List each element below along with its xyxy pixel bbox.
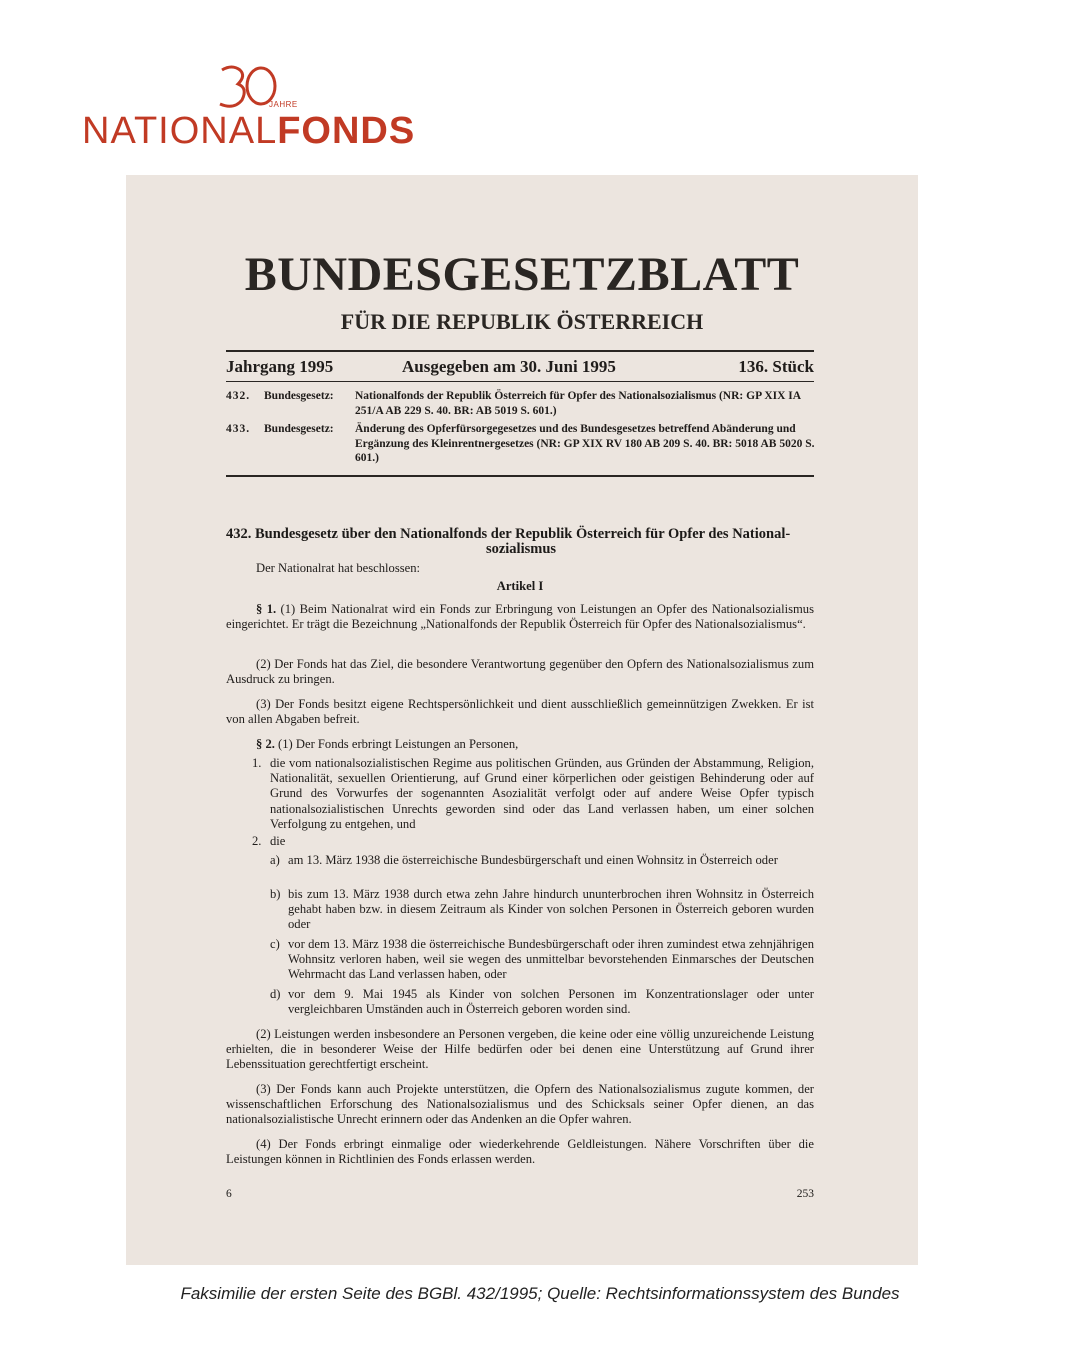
sub-item-d: vor dem 9. Mai 1945 als Kinder von solchen Personen im Konzentrationslager oder unter vergleichbaren Umständen auch in Österreich geboren worden sind. — [288, 987, 814, 1017]
masthead-subtitle: FÜR DIE REPUBLIK ÖSTERREICH — [340, 309, 704, 334]
toc-kind: Bundesgesetz: — [264, 390, 334, 402]
section-mark: § 1. — [256, 602, 277, 616]
sub-label: d) — [270, 987, 281, 1001]
sub-item-b: bis zum 13. März 1938 durch etwa zehn Jahre hindurch ununterbrochen ihren Wohnsitz in Österreich gehabt haben bzw. in diesem Zeitraum als Kinder von solchen Personen in Österreich geboren wurden oder — [288, 887, 814, 932]
list-label: 2. — [252, 834, 262, 848]
facsimile-page — [126, 175, 918, 1265]
paragraph-s1-3: (3) Der Fonds besitzt eigene Rechtspersönlichkeit und dient ausschließlich gemeinnützigen Zwekken. Er ist von allen Abgaben befreit. — [226, 697, 814, 727]
logo-word-fonds: FONDS — [277, 110, 416, 152]
paragraph-s1-1 — [226, 602, 814, 632]
image-caption: Faksimilie der ersten Seite des BGBl. 432/1995; Quelle: Rechtsinformationssystem des Bundes — [180, 1284, 900, 1303]
paragraph-s2-3: (3) Der Fonds kann auch Projekte unterstützen, die Opfern des Nationalsozialismus zugute kommen, der wissenschaftlichen Erforschung des Nationalsozialismus und des Schicksals seiner Opfer dienen, an das nationalsozialistische Unrecht erinnern oder das Andenken an die Opfer wahren. — [226, 1082, 814, 1127]
issue-piece: 136. Stück — [738, 357, 814, 376]
paragraph-text: (1) Der Fonds erbringt Leistungen an Personen, — [278, 737, 519, 751]
logo-word-national: NATIONAL — [82, 110, 278, 152]
law-heading-line1: 432. Bundesgesetz über den Nationalfonds der Republik Österreich für Opfer des National- — [226, 526, 791, 542]
toc-number: 432. — [226, 390, 251, 402]
toc-number: 433. — [226, 423, 251, 435]
page-number-left: 6 — [226, 1188, 232, 1200]
sub-item-c: vor dem 13. März 1938 die österreichische Bundesbürgerschaft oder ihren zumindest etwa zehnjährigen Wohnsitz verloren haben, weil sie wegen des unmittelbar bevorstehenden Einmarsches der Deutschen Wehrmacht das Land verlassen haben, oder — [288, 937, 814, 982]
list-item-2: die — [270, 834, 286, 848]
paragraph-s2-4: (4) Der Fonds erbringt einmalige oder wiederkehrende Geldleistungen. Nähere Vorschriften über die Leistungen können in Richtlinien des Fonds erlassen werden. — [226, 1137, 814, 1167]
logo-wordmark — [82, 110, 415, 153]
divider — [226, 381, 814, 382]
divider — [226, 350, 814, 352]
logo-jahre: JAHRE — [269, 100, 298, 109]
sub-label: a) — [270, 853, 280, 867]
intro-text: Der Nationalrat hat beschlossen: — [256, 561, 421, 575]
paragraph-s2-2: (2) Leistungen werden insbesondere an Personen vergeben, die keine oder eine völlig unzureichende Leistung erhielten, die in besonderer Weise der Hilfe bedürfen oder bei denen eine Unterstützung auf Grund ihrer Lebenssituation gerechtfertigt erscheint. — [226, 1027, 814, 1072]
sub-item-a: am 13. März 1938 die österreichische Bundesbürgerschaft und einen Wohnsitz in Österreich oder — [288, 853, 778, 867]
sub-label: c) — [270, 937, 280, 951]
law-heading-line2: sozialismus — [485, 541, 557, 557]
sub-label: b) — [270, 887, 281, 901]
issue-year: Jahrgang 1995 — [226, 357, 334, 376]
divider — [226, 475, 814, 477]
section-mark: § 2. — [256, 737, 275, 751]
issue-date: Ausgegeben am 30. Juni 1995 — [402, 357, 616, 376]
toc-text: Änderung des Opferfürsorgegesetzes und des Bundesgesetzes betreffend Abänderung und Ergänzung des Kleinrentnergesetzes (NR: GP XIX RV 180 AB 209 S. 40. BR: 5018 AB 5020 S. 601.) — [355, 423, 815, 464]
toc-text: Nationalfonds der Republik Österreich für Opfer des Nationalsozialismus (NR: GP XIX IA 251/A AB 229 S. 40. BR: AB 5019 S. 601.) — [355, 390, 801, 417]
law-heading — [226, 527, 816, 557]
paragraph-s1-2: (2) Der Fonds hat das Ziel, die besondere Verantwortung gegenüber den Opfern des Nationalsozialismus zum Ausdruck zu bringen. — [226, 657, 814, 687]
list-item-1: die vom nationalsozialistischen Regime aus politischen Gründen, aus Gründen der Abstammung, Religion, Nationalität, sexuellen Orientierung, auf Grund einer körperlichen oder geistigen Behinderung oder auf Grund des Vorwurfes der sogenannten Asozialität verfolgt oder auf andere Weise Opfer typisch nationalsozialistischen Unrechts geworden sind oder das Land verlassen haben, um einer solchen Verfolgung zu entgehen, und — [270, 756, 814, 831]
toc-kind: Bundesgesetz: — [264, 423, 334, 435]
nationalfonds-logo — [82, 62, 422, 154]
paragraph-s2-1 — [226, 737, 814, 752]
masthead-title: BUNDESGESETZBLATT — [244, 248, 800, 301]
page-number-right: 253 — [796, 1188, 814, 1200]
paragraph-text: (1) Beim Nationalrat wird ein Fonds zur Erbringung von Leistungen an Opfer des Nationalsozialismus eingerichtet. Er trägt die Bezeichnung „Nationalfonds der Republik Österreich für Opfer des Nationalsozialismus“. — [226, 602, 815, 632]
article-heading: Artikel I — [496, 579, 544, 593]
list-label: 1. — [252, 756, 262, 770]
